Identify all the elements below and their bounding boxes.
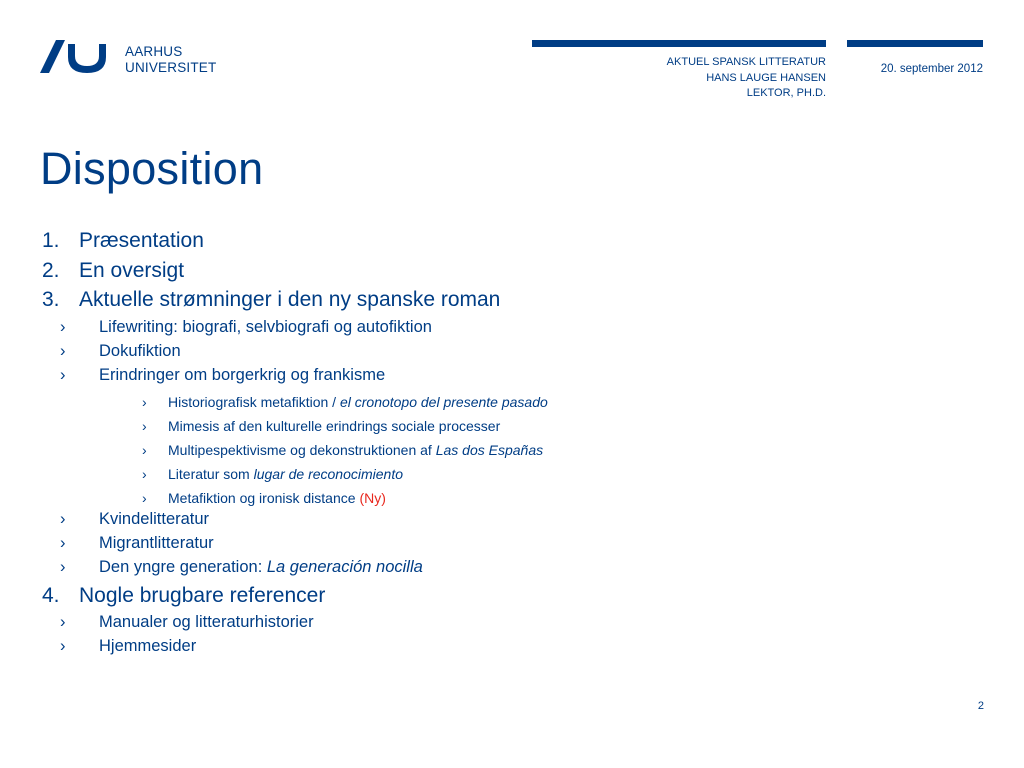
item-text: Nogle brugbare referencer: [79, 583, 326, 607]
logo-wordmark: [125, 44, 216, 76]
outline-item-3: [40, 285, 980, 315]
plain-text: Multipespektivisme og dekonstruktionen af: [168, 441, 436, 458]
chevron-right-icon: ›: [142, 465, 147, 482]
plain-text: Den yngre generation:: [99, 557, 267, 576]
chevron-right-icon: ›: [142, 417, 147, 434]
sub-item-lifewriting: [40, 315, 980, 339]
sub-item-text: Migrantlitteratur: [99, 533, 214, 552]
chevron-right-icon: ›: [60, 317, 66, 336]
item-number: 3.: [42, 288, 60, 311]
plain-text: Historiografisk metafiktion /: [168, 393, 340, 410]
slide-date: 20. september 2012: [880, 63, 983, 75]
chevron-right-icon: ›: [142, 393, 147, 410]
sub-item-migrantlitteratur: [40, 531, 980, 555]
sub-sub-item-mimesis: [40, 414, 980, 438]
logo-line-2: UNIVERSITET: [125, 60, 217, 75]
sub-item-yngre-generation: [40, 555, 980, 579]
header-rule-left: [532, 40, 826, 47]
sub-item-manualer: [40, 610, 980, 634]
outline-item-4: [40, 581, 980, 611]
item-number: 1.: [42, 229, 60, 252]
chevron-right-icon: ›: [142, 489, 147, 506]
course-title: AKTUEL SPANSK LITTERATUR: [666, 56, 826, 68]
item-text: Præsentation: [79, 229, 204, 252]
italic-text: La generación nocilla: [266, 557, 423, 576]
sub-item-erindringer: [40, 363, 980, 387]
chevron-right-icon: ›: [60, 365, 66, 384]
italic-text: Las dos Españas: [435, 441, 544, 458]
lecturer-title: LEKTOR, PH.D.: [746, 87, 826, 99]
sub-sub-item-text: [168, 438, 543, 462]
header-rule-right: [847, 40, 983, 47]
sub-item-dokufiktion: [40, 339, 980, 363]
sub-item-text: Kvindelitteratur: [99, 509, 210, 528]
outline-item-2: [40, 256, 980, 286]
sub-item-text: Lifewriting: biografi, selvbiografi og autofiktion: [99, 317, 432, 336]
chevron-right-icon: ›: [60, 557, 66, 576]
chevron-right-icon: ›: [60, 533, 66, 552]
chevron-right-icon: ›: [60, 341, 66, 360]
sub-sub-item-multiperspektivisme: [40, 438, 980, 462]
chevron-right-icon: ›: [60, 613, 66, 631]
item-text: En oversigt: [79, 258, 185, 282]
sub-sub-item-text: Mimesis af den kulturelle erindrings sociale processer: [168, 417, 501, 434]
chevron-right-icon: ›: [142, 441, 147, 458]
aarhus-university-logo-icon: [40, 40, 108, 74]
sub-sub-item-literatur-som: [40, 462, 980, 486]
item-number: 4.: [42, 583, 60, 607]
plain-text: Metafiktion og ironisk distance: [168, 489, 360, 506]
sub-sub-item-text: [168, 390, 548, 414]
course-info: [667, 55, 826, 102]
outline-list: [40, 226, 980, 658]
page-number: 2: [977, 700, 984, 712]
italic-text: el cronotopo del presente pasado: [339, 393, 548, 410]
chevron-right-icon: ›: [60, 637, 66, 655]
sub-item-text: Erindringer om borgerkrig og frankisme: [99, 365, 386, 384]
sub-item-text: Manualer og litteraturhistorier: [99, 613, 314, 631]
plain-text: Literatur som: [168, 465, 254, 482]
sub-item-kvindelitteratur: [40, 507, 980, 531]
sub-item-text: Dokufiktion: [99, 341, 181, 360]
item-number: 2.: [42, 258, 60, 282]
outline-item-1: [40, 226, 980, 256]
sub-item-hjemmesider: [40, 634, 980, 658]
sub-sub-item-historiografisk: [40, 390, 980, 414]
sub-sub-item-text: [168, 462, 403, 486]
chevron-right-icon: ›: [60, 509, 66, 528]
sub-item-text: [99, 555, 423, 579]
slide-title: Disposition: [40, 143, 264, 194]
sub-item-text: Hjemmesider: [99, 637, 197, 655]
lecturer-name: HANS LAUGE HANSEN: [706, 71, 826, 84]
logo-line-1: AARHUS: [125, 44, 183, 59]
item-text: Aktuelle strømninger i den ny spanske roman: [79, 288, 501, 311]
italic-text: lugar de reconocimiento: [253, 465, 404, 482]
new-badge: (Ny): [359, 489, 386, 506]
